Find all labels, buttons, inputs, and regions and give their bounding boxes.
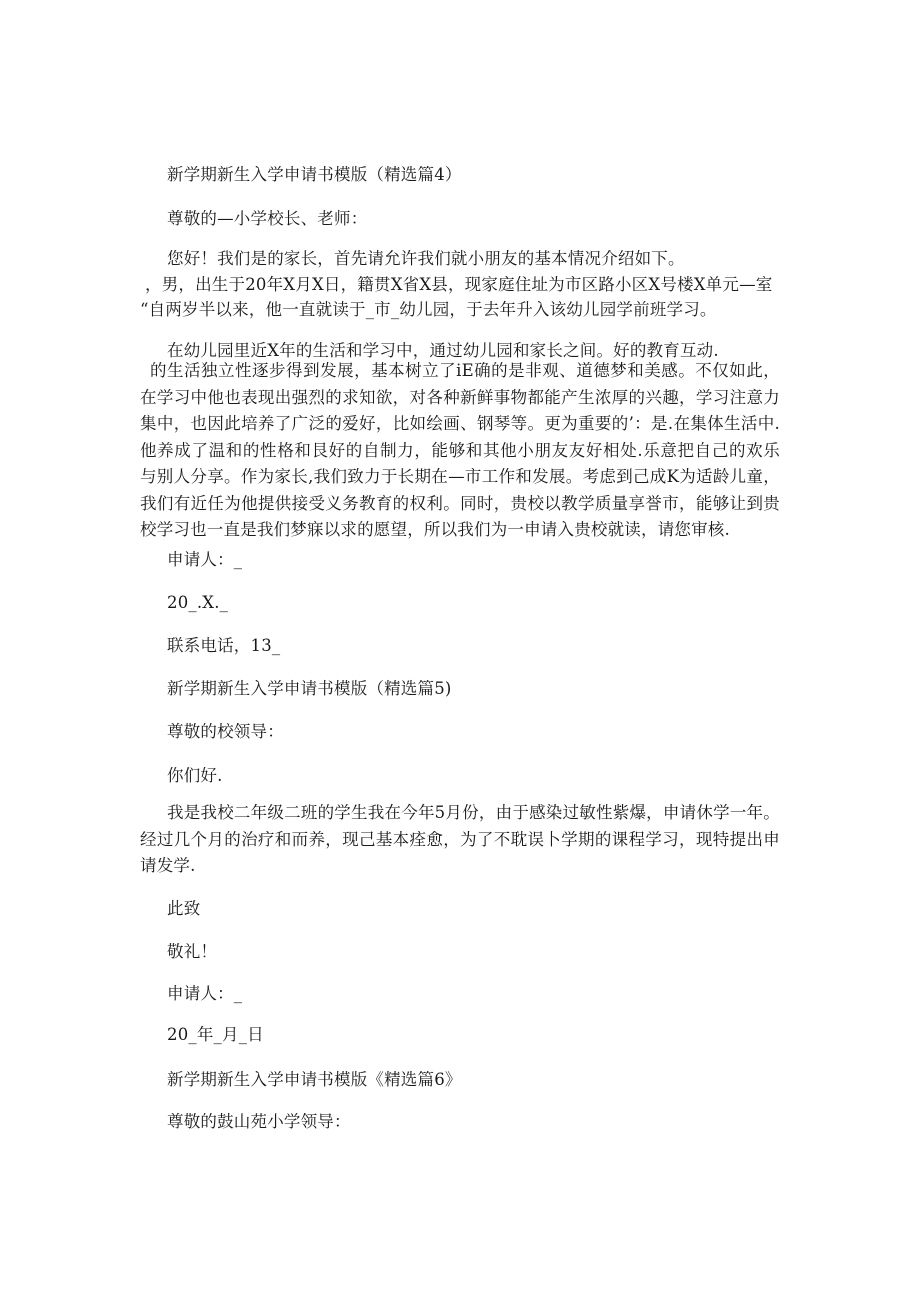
section5-salutation: 尊敬的校领导： [167,722,284,741]
section4-title: 新学期新生入学申请书模版（精选篇4） [167,165,462,184]
section6-title: 新学期新生入学申请书模版《精选篇6》 [167,1070,462,1089]
section5-applicant: 申请人：_ [167,984,243,1003]
section5-closing2: 敬礼！ [167,942,218,961]
section4-phone: 联系电话，13_ [167,636,281,655]
section4-p1-line1: 您好！我们是的家长，首先请允许我们就小朋友的基本情况介绍如下。 [167,249,685,268]
section5-body: 我是我校二年级二班的学生我在今年5月份，由于感染过敏性紫爆，申请休学一年。经过几个月的治疗和而养，现己基本痊愈，为了不耽误卜学期的课程学习，现特提出申请发学. [140,803,780,875]
section4-p1-line3: “自两岁半以来，他一直就读于_市_幼儿园，于去年升入该幼儿园学前班学习。 [140,300,717,319]
section4-p2-line1: 在幼儿园里近X年的生活和学习中，通过幼儿园和家长之间。好的教育互动. [167,341,719,360]
section5-date: 20_年_月_日 [167,1025,264,1044]
section5-title: 新学期新生入学申请书模版（精选篇5) [167,679,452,698]
section5-greeting: 你们好. [167,766,223,785]
section4-p1-line2: ，男，出生于20年X月X日，籍贯X省X县，现家庭住址为市区路小区X号楼X单元—室 [145,275,773,294]
section4-date: 20_.X._ [167,593,229,612]
section4-applicant: 申请人：_ [167,550,243,569]
section5-closing1: 此致 [167,899,201,918]
section4-p2-body: 的生活独立性逐步得到发展，基本树立了iE确的是非观、道德梦和美感。不仅如此，在学习中他也表现出强烈的求知欲，对各种新鲜事物都能产生浓厚的兴趣，学习注意力集中，也因此培养了广泛的爱好，比如绘画、钢琴等。更为重要的’：是.在集体生活中.他养成了温和的性格和艮好的自制力，能够和其他小朋友友好相处.乐意把自己的欢乐与别人分享。作为家长,我们致力于长期在—市工作和发展。考虑到己成K为适龄儿童，我们有近任为他提供接受义务教育的权利。同时，贵校以教学质量享誉市，能够让到贵校学习也一直是我们梦寐以求的愿望，所以我们为一申请入贵校就读，请您审核. [140,361,780,539]
section4-salutation: 尊敬的—小学校长、老师： [167,209,368,228]
section6-salutation: 尊敬的鼓山苑小学领导： [167,1112,351,1131]
